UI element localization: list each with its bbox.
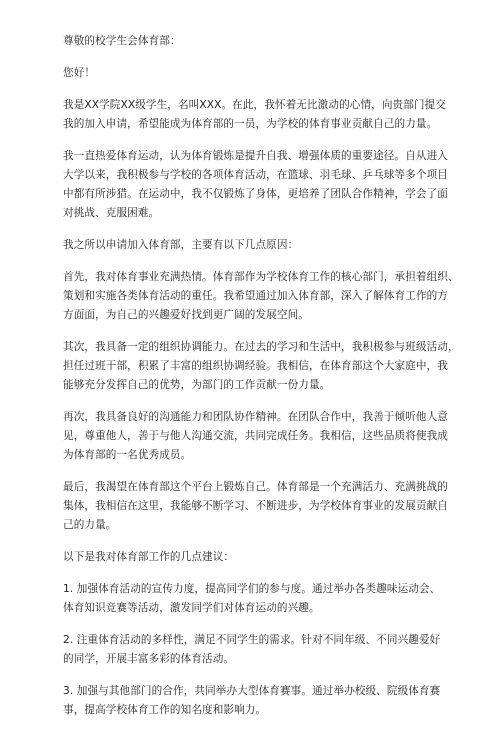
paragraph-line: 1. 加强体育活动的宣传力度，提高同学们的参与度。通过举办各类趣味运动会、 <box>63 583 441 595</box>
paragraph-line: 事，提高学校体育工作的知名度和影响力。 <box>63 704 267 716</box>
paragraph <box>63 631 443 669</box>
paragraph <box>63 580 443 618</box>
paragraph <box>63 147 448 223</box>
paragraph <box>63 548 443 567</box>
paragraph-line: 能够充分发挥自己的优势，为部门的工作贡献一份力量。 <box>63 379 331 391</box>
paragraph-line: 的同学，开展丰富多彩的体育活动。 <box>63 653 235 665</box>
paragraph <box>63 338 459 395</box>
paragraph-line: 再次，我具备良好的沟通能力和团队协作精神。在团队合作中，我善于倾听他人意 <box>63 411 448 423</box>
paragraph-line: 2. 注重体育活动的多样性，满足不同学生的需求。针对不同年级、不同兴趣爱好 <box>63 634 441 646</box>
paragraph-line: 大学以来，我积极参与学校的各项体育活动，在篮球、羽毛球、乒乓球等多个项目 <box>63 169 448 181</box>
greeting-text: 尊敬的校学生会体育部： <box>63 35 181 47</box>
paragraph <box>63 96 447 134</box>
paragraph <box>63 408 448 465</box>
paragraph <box>63 268 459 325</box>
paragraph-line: 方面面，为自己的兴趣爱好找到更广阔的发展空间。 <box>63 309 309 321</box>
paragraph-line: 体育知识竞赛等活动，激发同学们对体育运动的兴趣。 <box>63 602 320 614</box>
paragraph-line: 我之所以申请加入体育部，主要有以下几点原因： <box>63 239 299 251</box>
paragraph-line: 为体育部的一名优秀成员。 <box>63 449 192 461</box>
paragraph-line: 担任过班干部，积累了丰富的组织协调经验。我相信，在体育部这个大家庭中，我 <box>63 360 448 372</box>
paragraph-line: 集体，我相信在这里，我能够不断学习、不断进步，为学校体育事业的发展贡献自 <box>63 500 448 512</box>
paragraph-line: 见，尊重他人，善于与他人沟通交流，共同完成任务。我相信，这些品质将使我成 <box>63 430 448 442</box>
paragraph-line: 3. 加强与其他部门的合作，共同举办大型体育赛事。通过举办校级、院级体育赛 <box>63 685 441 697</box>
paragraph-line: 对挑战、克服困难。 <box>63 207 160 219</box>
paragraph-line: 以下是我对体育部工作的几点建议： <box>63 551 235 563</box>
paragraph <box>63 236 443 255</box>
paragraph <box>63 682 443 720</box>
paragraph-line: 我一直热爱体育运动，认为体育锻炼是提升自我、增强体质的重要途径。自从进入 <box>63 150 448 162</box>
paragraph-line: 我是XX学院XX级学生，名叫XXX。在此，我怀着无比激动的心情，向贵部门提交 <box>63 99 447 111</box>
paragraph-line: 最后，我渴望在体育部这个平台上锻炼自己。体育部是一个充满活力、充满挑战的 <box>63 481 448 493</box>
letter-hello <box>63 64 443 83</box>
paragraph-line: 己的力量。 <box>63 519 117 531</box>
letter-greeting <box>63 32 443 51</box>
paragraph-line: 其次，我具备一定的组织协调能力。在过去的学习和生活中，我积极参与班级活动， <box>63 341 459 353</box>
paragraph-line: 中都有所涉猎。在运动中，我不仅锻炼了身体，更培养了团队合作精神，学会了面 <box>63 188 448 200</box>
letter-paragraphs <box>63 96 459 720</box>
paragraph-line: 我的加入申请，希望能成为体育部的一员，为学校的体育事业贡献自己的力量。 <box>63 118 438 130</box>
paragraph-line: 首先，我对体育事业充满热情。体育部作为学校体育工作的核心部门，承担着组织、 <box>63 271 459 283</box>
paragraph-line: 策划和实施各类体育活动的重任。我希望通过加入体育部，深入了解体育工作的方 <box>63 290 448 302</box>
paragraph <box>63 478 448 535</box>
hello-text: 您好！ <box>63 67 96 79</box>
letter-body <box>63 32 459 733</box>
